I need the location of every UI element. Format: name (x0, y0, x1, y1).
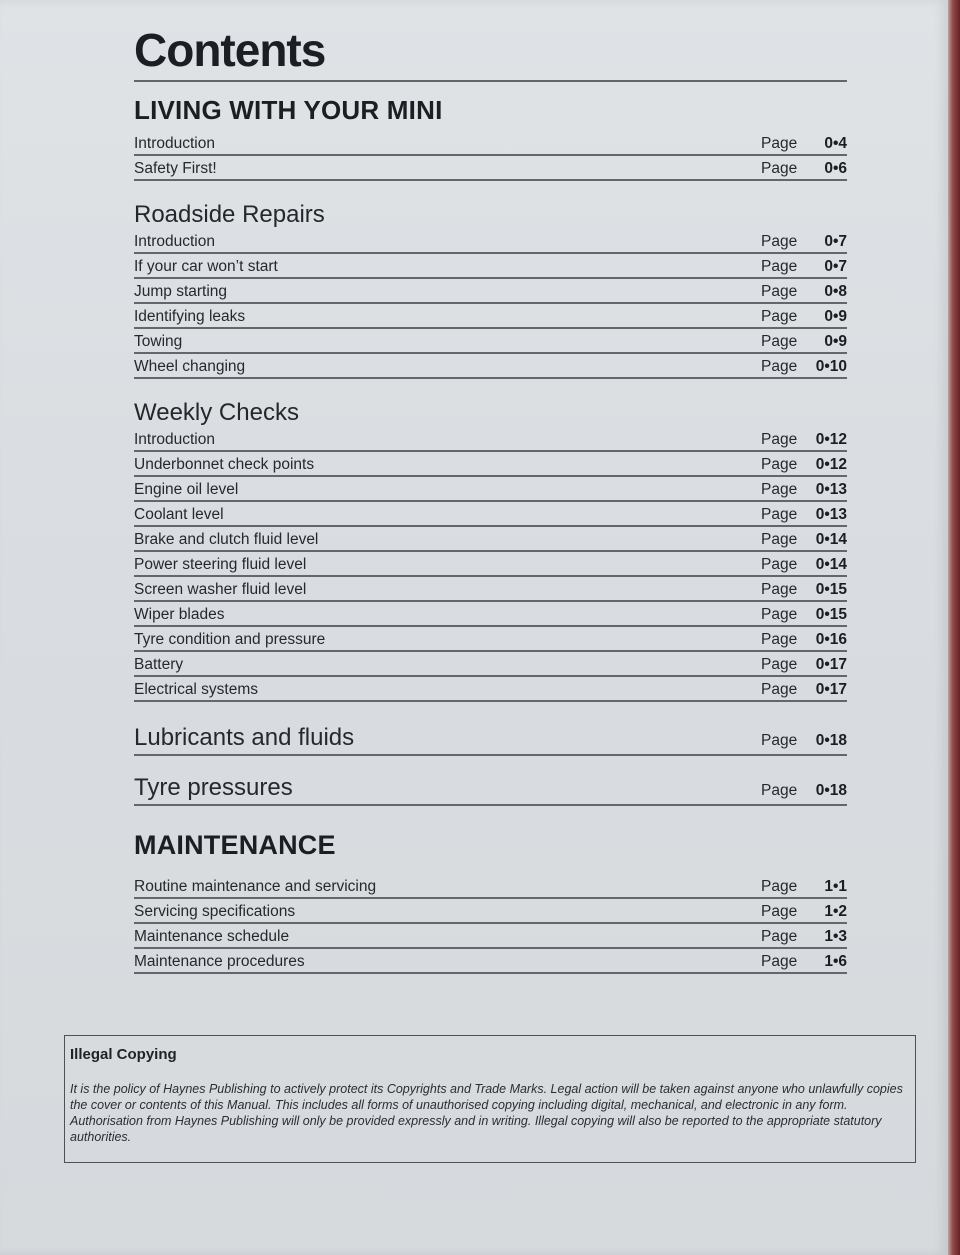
toc-entry-title: Tyre condition and pressure (134, 631, 326, 648)
toc-entry (134, 157, 847, 181)
toc-page-number: 0•18 (815, 732, 847, 749)
toc-page-label: Page (761, 903, 798, 920)
toc-page-label: Page (761, 358, 798, 375)
toc-entry (134, 280, 847, 304)
toc-page-label: Page (761, 283, 798, 300)
toc-entry (134, 950, 847, 974)
toc-entry (134, 503, 847, 527)
toc-page-label: Page (761, 506, 798, 523)
toc-page-number: 0•9 (824, 333, 847, 350)
toc-page-number: 0•10 (815, 358, 847, 375)
toc-page-label: Page (761, 681, 798, 698)
toc-entry (134, 875, 847, 899)
toc-entry-title: Introduction (134, 431, 215, 448)
toc-entry-title: Servicing specifications (134, 903, 296, 920)
toc-page-number: 0•15 (815, 606, 847, 623)
toc-page-label: Page (761, 953, 798, 970)
toc-entry (134, 330, 847, 354)
toc-entry-title: Coolant level (134, 506, 224, 523)
toc-entry-title: Wiper blades (134, 606, 225, 623)
toc-page-number: 0•9 (824, 308, 847, 325)
toc-page-label: Page (761, 531, 798, 548)
toc-page-number: 0•16 (815, 631, 847, 648)
toc-entry-title: Power steering fluid level (134, 556, 307, 573)
toc-entry-title: Introduction (134, 135, 215, 152)
toc-page-number: 0•13 (815, 506, 847, 523)
toc-entry-title: Battery (134, 656, 184, 673)
toc-page-number: 0•14 (815, 531, 847, 548)
toc-entry-tyre-pressures (134, 768, 847, 806)
toc-page-number: 0•7 (824, 233, 847, 250)
page-title: Contents (134, 22, 847, 82)
toc-entry (134, 653, 847, 677)
toc-entry (134, 428, 847, 452)
toc-entry-title: Routine maintenance and servicing (134, 878, 377, 895)
toc-entry (134, 678, 847, 702)
toc-page-number: 0•18 (815, 782, 847, 799)
toc-page-number: 1•1 (824, 878, 847, 895)
toc-page-number: 0•6 (824, 160, 847, 177)
contents-list (134, 22, 847, 974)
toc-page-number: 0•17 (815, 681, 847, 698)
toc-page-number: 1•6 (824, 953, 847, 970)
toc-entry (134, 305, 847, 329)
section-heading-living: LIVING WITH YOUR MINI (134, 95, 443, 125)
toc-page-label: Page (761, 782, 798, 799)
toc-page-number: 1•3 (824, 928, 847, 945)
toc-page-number: 0•17 (815, 656, 847, 673)
toc-page-label: Page (761, 928, 798, 945)
toc-page-number: 0•4 (824, 135, 847, 152)
toc-page-number: 0•15 (815, 581, 847, 598)
toc-entry (134, 578, 847, 602)
section-heading-weekly: Weekly Checks (134, 399, 299, 426)
toc-entry-title: Electrical systems (134, 681, 259, 698)
toc-entry-title: Lubricants and fluids (134, 724, 355, 751)
toc-entry (134, 603, 847, 627)
toc-entry-title: Engine oil level (134, 481, 239, 498)
toc-entry-title: Underbonnet check points (134, 456, 315, 473)
toc-entry-title: Tyre pressures (134, 774, 293, 801)
section-roadside (134, 230, 847, 379)
toc-page-number: 0•12 (815, 456, 847, 473)
toc-page-number: 0•14 (815, 556, 847, 573)
toc-page-label: Page (761, 581, 798, 598)
book-cover-edge (948, 0, 960, 1255)
toc-entry-title: Wheel changing (134, 358, 246, 375)
toc-page-number: 0•12 (815, 431, 847, 448)
toc-entry (134, 132, 847, 156)
toc-page-label: Page (761, 556, 798, 573)
toc-page-number: 1•2 (824, 903, 847, 920)
toc-entry-title: Maintenance procedures (134, 953, 305, 970)
toc-entry (134, 453, 847, 477)
section-heading-maintenance: MAINTENANCE (134, 830, 336, 860)
toc-page-label: Page (761, 135, 798, 152)
section-heading-roadside: Roadside Repairs (134, 201, 325, 228)
notice-body: It is the policy of Haynes Publishing to actively protect its Copyrights and Trade Marks. Legal action will be taken against anyone who unlawfully copies the cover or contents of this Manual. This includes all forms of unauthorised copying including digital, mechanical, and electronic in any form. Authorisation from Haynes Publishing will only be provided expressly and in writing. Illegal copying will also be reported to the appropriate statutory authorities. (70, 1082, 903, 1144)
toc-page-label: Page (761, 333, 798, 350)
toc-entry (134, 230, 847, 254)
toc-entry-title: Identifying leaks (134, 308, 246, 325)
toc-entry (134, 628, 847, 652)
toc-page-label: Page (761, 308, 798, 325)
toc-entry-title: If your car won’t start (134, 258, 278, 275)
toc-entry-title: Towing (134, 333, 183, 350)
toc-entry (134, 355, 847, 379)
toc-page-number: 0•7 (824, 258, 847, 275)
toc-entry-title: Brake and clutch fluid level (134, 531, 319, 548)
toc-page-label: Page (761, 233, 798, 250)
toc-entry-title: Jump starting (134, 283, 228, 300)
toc-entry (134, 900, 847, 924)
toc-page-label: Page (761, 431, 798, 448)
section-maintenance (134, 875, 847, 974)
toc-entry-lubricants (134, 718, 847, 756)
notice-title: Illegal Copying (70, 1046, 177, 1063)
toc-page-label: Page (761, 656, 798, 673)
toc-page-label: Page (761, 481, 798, 498)
toc-page-number: 0•13 (815, 481, 847, 498)
toc-entry-title: Maintenance schedule (134, 928, 290, 945)
toc-page-number: 0•8 (824, 283, 847, 300)
toc-page-label: Page (761, 631, 798, 648)
toc-entry (134, 478, 847, 502)
toc-entry (134, 528, 847, 552)
section-weekly (134, 428, 847, 702)
toc-page-label: Page (761, 732, 798, 749)
toc-entry-title: Safety First! (134, 160, 217, 177)
toc-entry-title: Introduction (134, 233, 215, 250)
toc-entry-title: Screen washer fluid level (134, 581, 307, 598)
toc-page-label: Page (761, 606, 798, 623)
toc-entry (134, 553, 847, 577)
illegal-copying-notice (64, 1035, 916, 1163)
toc-entry (134, 925, 847, 949)
toc-page-label: Page (761, 258, 798, 275)
toc-entry (134, 255, 847, 279)
section-living (134, 132, 847, 181)
toc-page-label: Page (761, 160, 798, 177)
toc-page-label: Page (761, 878, 798, 895)
toc-page-label: Page (761, 456, 798, 473)
